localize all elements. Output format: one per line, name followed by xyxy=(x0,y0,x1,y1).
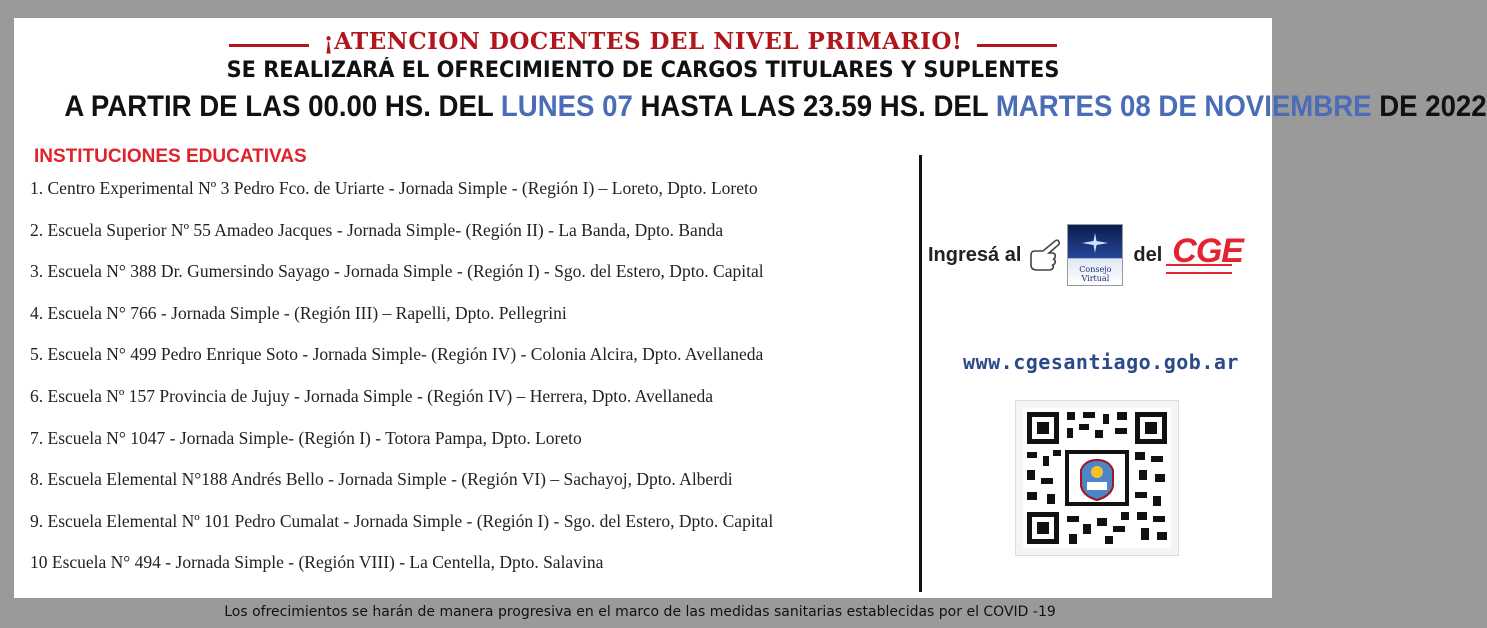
cge-logo-lines xyxy=(1166,264,1232,274)
vertical-divider xyxy=(919,155,922,592)
qr-code xyxy=(1015,400,1179,556)
covid-footer-note: Los ofrecimientos se harán de manera progresiva en el marco de las medidas sanitarias establecidas por el COVID -19 xyxy=(224,604,1056,620)
announcement-card xyxy=(14,18,1487,598)
school-item-2: 2. Escuela Superior Nº 55 Amadeo Jacques - Jornada Simple- (Región II) - La Banda, Dpto. Banda xyxy=(30,219,724,240)
del-label: del xyxy=(1133,243,1163,266)
school-item-7: 7. Escuela N° 1047 - Jornada Simple- (Región I) - Totora Pampa, Dpto. Loreto xyxy=(30,427,582,448)
school-item-5: 5. Escuela N° 499 Pedro Enrique Soto - Jornada Simple- (Región IV) - Colonia Alcira, Dpto. Avellaneda xyxy=(30,344,764,365)
date-text-middle: HASTA LAS 23.59 HS. DEL xyxy=(632,90,996,123)
date-text-start: A PARTIR DE LAS 00.00 HS. DEL xyxy=(64,90,501,123)
consejo-label: Consejo xyxy=(1079,265,1112,274)
date-text-year: DE 2022 xyxy=(1371,90,1487,123)
school-list xyxy=(30,178,773,594)
pointing-hand-icon xyxy=(1025,235,1065,275)
qr-code-icon xyxy=(1023,408,1171,548)
virtual-label: Virtual xyxy=(1081,274,1110,283)
date-range-line xyxy=(64,90,1487,124)
school-item-3: 3. Escuela N° 388 Dr. Gumersindo Sayago - Jornada Simple - (Región I) - Sgo. del Estero, Dpto. Capital xyxy=(30,261,764,282)
start-date: LUNES 07 xyxy=(500,90,633,123)
school-item-1: 1. Centro Experimental Nº 3 Pedro Fco. de Uriarte - Jornada Simple - (Región I) – Loreto, Dpto. Loreto xyxy=(30,178,758,198)
headline-right-rule xyxy=(977,44,1057,47)
ingresa-label: Ingresá al xyxy=(928,243,1022,266)
sparkle-icon xyxy=(1082,233,1108,253)
headline-text: ¡ATENCION DOCENTES DEL NIVEL PRIMARIO! xyxy=(323,28,963,55)
access-instructions xyxy=(928,222,1268,288)
subheadline: SE REALIZARÁ EL OFRECIMIENTO DE CARGOS TITULARES Y SUPLENTES xyxy=(226,58,1060,83)
school-item-8: 8. Escuela Elemental N°188 Andrés Bello - Jornada Simple - (Región VI) – Sachayoj, Dpto. Alberdi xyxy=(30,469,733,490)
school-item-6: 6. Escuela Nº 157 Provincia de Jujuy - Jornada Simple - (Región IV) – Herrera, Dpto. Avellaneda xyxy=(30,385,714,406)
website-link[interactable]: www.cgesantiago.gob.ar xyxy=(963,350,1239,374)
section-title: INSTITUCIONES EDUCATIVAS xyxy=(34,146,307,167)
headline-left-rule xyxy=(229,44,309,47)
cge-logo-text: CGE xyxy=(1172,232,1243,270)
school-item-9: 9. Escuela Elemental Nº 101 Pedro Cumalat - Jornada Simple - (Región I) - Sgo. del Estero, Dpto. Capital xyxy=(30,510,774,531)
consejo-virtual-logo[interactable] xyxy=(1067,224,1123,286)
cge-logo xyxy=(1166,232,1243,278)
school-item-4: 4. Escuela N° 766 - Jornada Simple - (Región III) – Rapelli, Dpto. Pellegrini xyxy=(30,302,567,323)
end-date: MARTES 08 DE NOVIEMBRE xyxy=(995,90,1372,123)
school-item-10: 10 Escuela N° 494 - Jornada Simple - (Región VIII) - La Centella, Dpto. Salavina xyxy=(30,552,604,573)
headline xyxy=(14,28,1272,55)
